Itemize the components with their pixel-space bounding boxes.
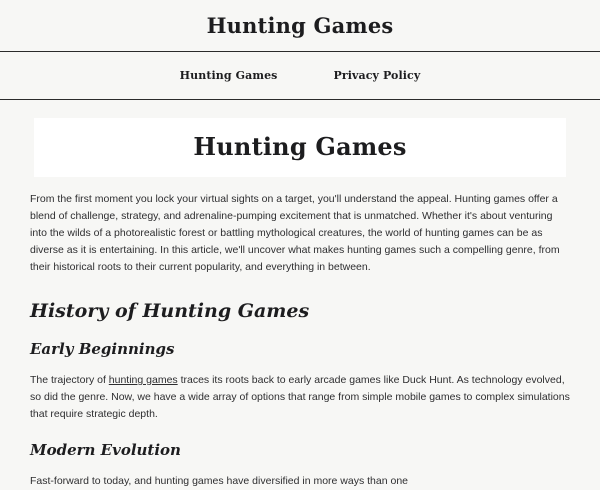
paragraph-early-beginnings bbox=[30, 372, 570, 423]
primary-navigation bbox=[0, 52, 600, 100]
page-title: Hunting Games bbox=[193, 132, 407, 161]
article-title-block bbox=[34, 118, 566, 177]
inline-link-hunting-games[interactable]: hunting games bbox=[108, 374, 178, 386]
text-before-link: The trajectory of bbox=[30, 374, 109, 386]
site-title: Hunting Games bbox=[206, 13, 394, 38]
text-after-link: traces its roots back to early arcade games like Duck Hunt. As technology evolved, so did the genre. Now, we have a wide array of options that range from simple mobile games to complex simulations that require strategic depth. bbox=[30, 374, 570, 420]
sub-heading-early-beginnings: Early Beginnings bbox=[30, 340, 175, 358]
site-header bbox=[0, 0, 600, 52]
section-heading-history: History of Hunting Games bbox=[30, 300, 310, 322]
sub-heading-modern-evolution: Modern Evolution bbox=[30, 441, 181, 459]
article-content bbox=[0, 100, 600, 490]
article-intro-paragraph: From the first moment you lock your virtual sights on a target, you'll understand the appeal. Hunting games offer a blend of challenge, strategy, and adrenaline-pumping excitement that is unmatched. Whether it's about venturing into the wilds of a photorealistic forest or battling mythological creatures, the world of hunting games can be as diverse as it is entertaining. In this article, we'll uncover what makes hunting games such a compelling genre, from their historical roots to their current popularity, and everything in between. bbox=[30, 193, 560, 273]
paragraph-modern-evolution: Fast-forward to today, and hunting games have diversified in more ways than one bbox=[30, 475, 409, 487]
nav-item-privacy-policy[interactable]: Privacy Policy bbox=[333, 69, 421, 82]
nav-item-hunting-games[interactable]: Hunting Games bbox=[179, 69, 278, 82]
